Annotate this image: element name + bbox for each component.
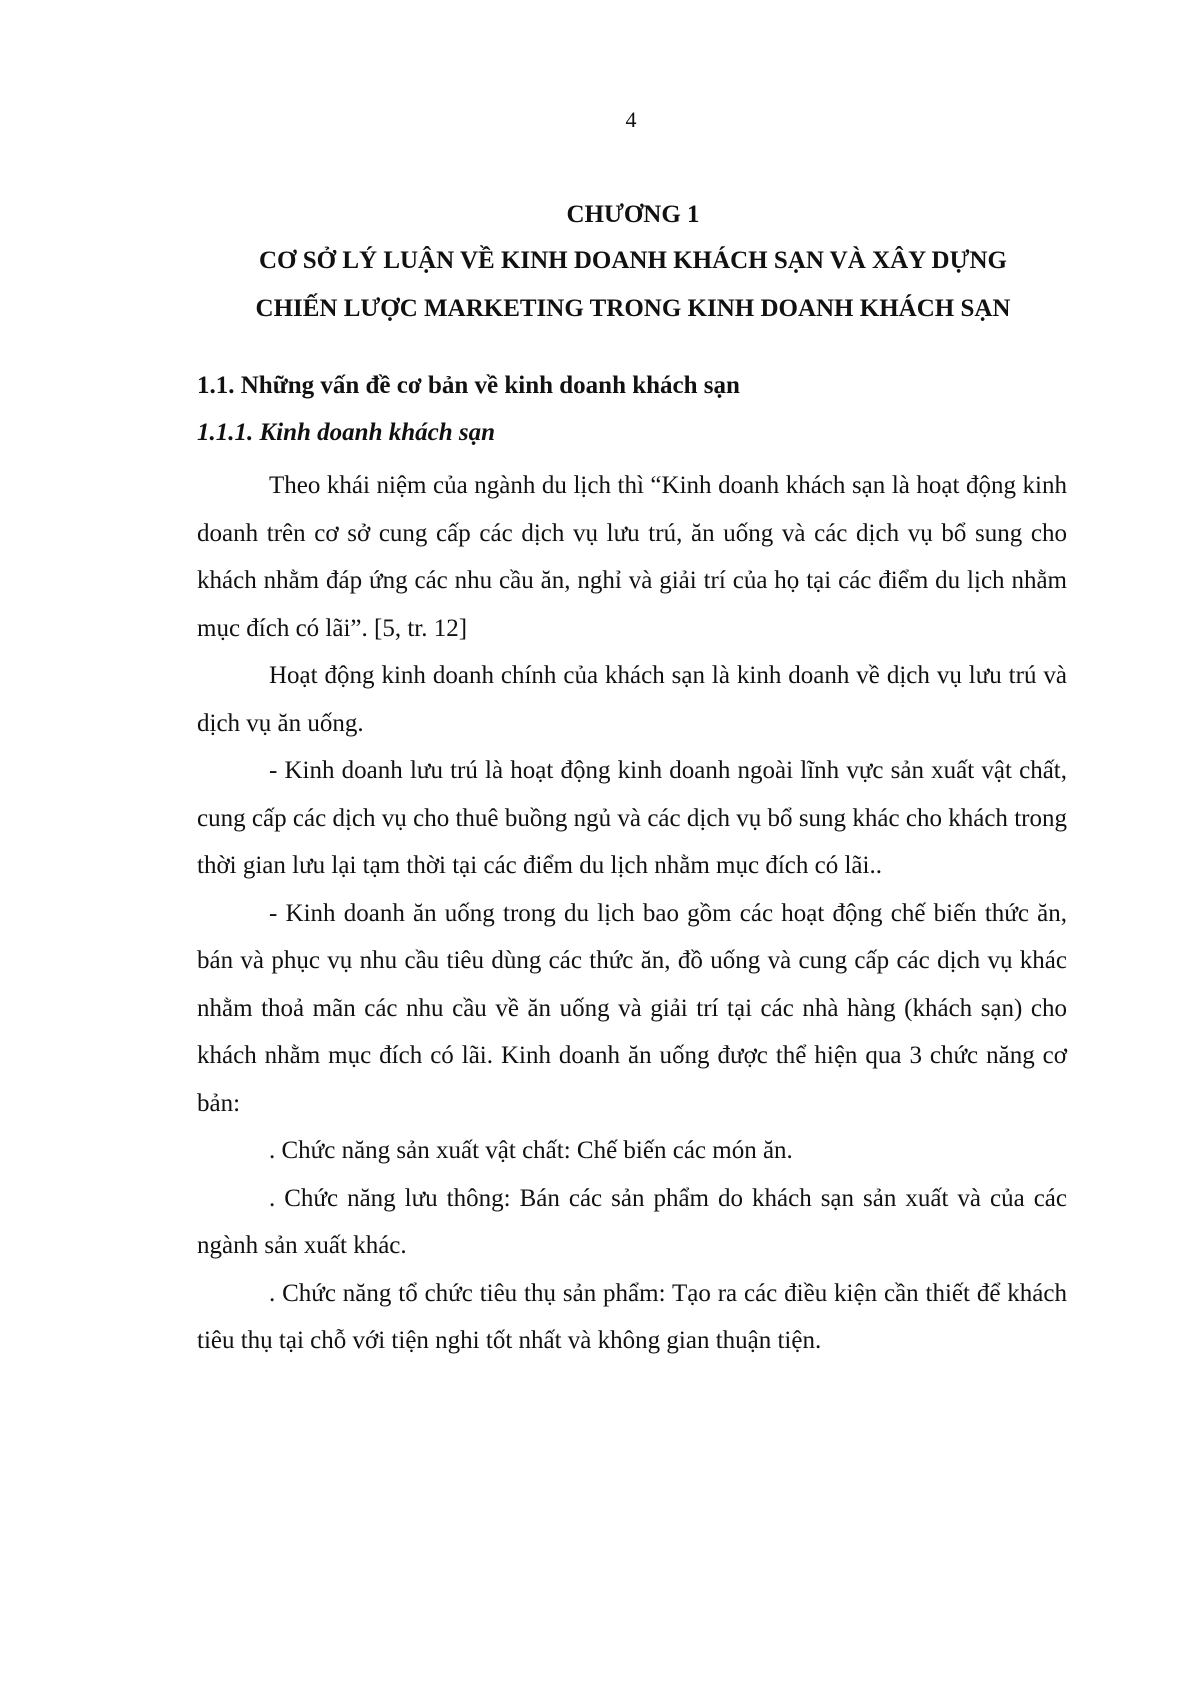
paragraph: . Chức năng sản xuất vật chất: Chế biến các món ăn. <box>269 1137 793 1164</box>
paragraph: . Chức năng lưu thông: Bán các sản phẩm do khách sạn sản xuất và của các ngành sản xuất khác. <box>197 1184 1067 1259</box>
paragraph: - Kinh doanh ăn uống trong du lịch bao gồm các hoạt động chế biến thức ăn, bán và phục vụ nhu cầu tiêu dùng các thức ăn, đồ uống và cung cấp các dịch vụ khác nhằm thoả mãn các nhu cầu về ăn uống và giải trí tại các nhà hàng (khách sạn) cho khách nhằm mục đích có lãi. Kinh doanh ăn uống được thể hiện qua 3 chức năng cơ bản: <box>197 899 1067 1117</box>
section-subheading: 1.1.1. Kinh doanh khách sạn <box>197 419 496 446</box>
paragraph: - Kinh doanh lưu trú là hoạt động kinh doanh ngoài lĩnh vực sản xuất vật chất, cung cấp các dịch vụ cho thuê buồng ngủ và các dịch vụ bổ sung khác cho khách trong thời gian lưu lại tạm thời tại các điểm du lịch nhằm mục đích có lãi.. <box>197 757 1067 879</box>
paragraph: Hoạt động kinh doanh chính của khách sạn là kinh doanh về dịch vụ lưu trú và dịch vụ ăn uống. <box>197 662 1067 737</box>
section-heading: 1.1. Những vấn đề cơ bản về kinh doanh khách sạn <box>197 372 740 399</box>
chapter-label: CHƯƠNG 1 <box>566 201 700 228</box>
page-number: 4 <box>625 107 637 132</box>
body-text <box>197 462 1067 1365</box>
chapter-title-line-2: CHIẾN LƯỢC MARKETING TRONG KINH DOANH KHÁCH SẠN <box>255 295 1011 322</box>
paragraph: Theo khái niệm của ngành du lịch thì “Kinh doanh khách sạn là hoạt động kinh doanh trên cơ sở cung cấp các dịch vụ lưu trú, ăn uống và các dịch vụ bổ sung cho khách nhằm đáp ứng các nhu cầu ăn, nghỉ và giải trí của họ tại các điểm du lịch nhằm mục đích có lãi”. [5, tr. 12] <box>197 472 1067 642</box>
chapter-title-line-1: CƠ SỞ LÝ LUẬN VỀ KINH DOANH KHÁCH SẠN VÀ XÂY DỰNG <box>259 247 1007 274</box>
paragraph: . Chức năng tổ chức tiêu thụ sản phẩm: Tạo ra các điều kiện cần thiết để khách tiêu thụ tại chỗ với tiện nghi tốt nhất và không gian thuận tiện. <box>197 1279 1067 1354</box>
